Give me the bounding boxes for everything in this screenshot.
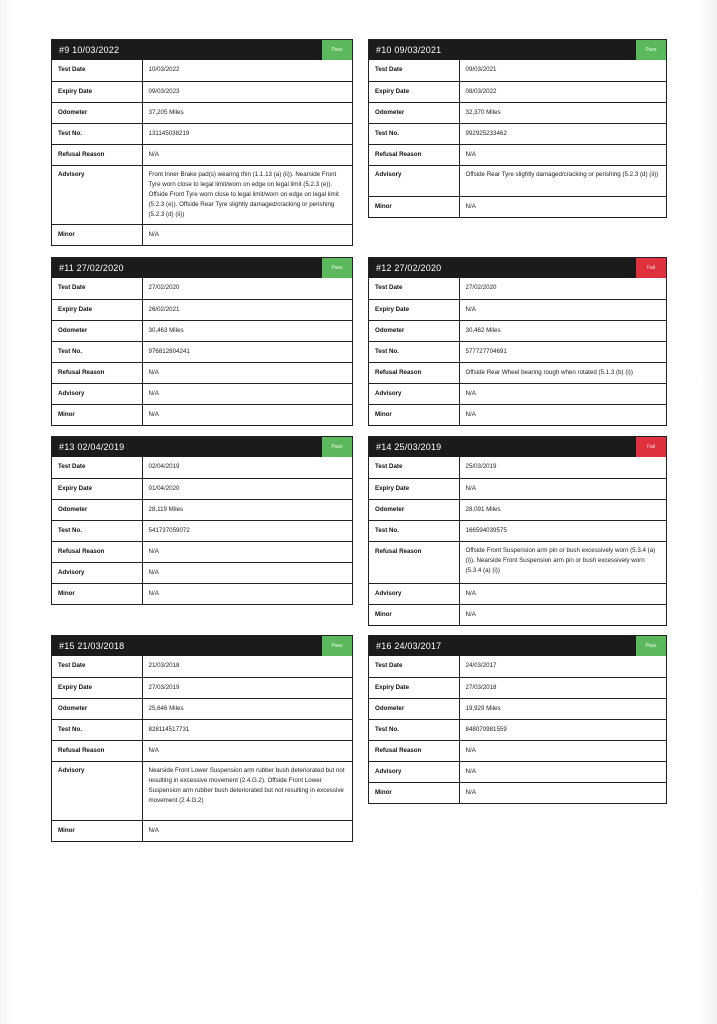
- card-header: [52, 636, 352, 656]
- card-title: #14 25/03/2019: [376, 442, 442, 452]
- table-row: [369, 404, 666, 425]
- table-row: [52, 341, 352, 362]
- table-row: [52, 320, 352, 341]
- field-label: Refusal Reason: [52, 362, 142, 383]
- mot-test-card: [368, 635, 667, 804]
- result-badge: Pass: [322, 40, 352, 60]
- result-badge: Fail: [636, 258, 666, 278]
- mot-test-card: [51, 39, 353, 246]
- card-title: #12 27/02/2020: [376, 263, 442, 273]
- field-value: 27/02/2020: [465, 284, 497, 292]
- field-value: N/A: [142, 383, 352, 404]
- test-details-table: [369, 278, 666, 425]
- field-label: Odometer: [369, 698, 459, 719]
- field-label: Advisory: [52, 383, 142, 404]
- field-value: 09/03/2021: [465, 66, 497, 74]
- table-row: [369, 520, 666, 541]
- card-header: [52, 40, 352, 60]
- table-row: [52, 656, 352, 677]
- field-label: Refusal Reason: [52, 541, 142, 562]
- field-value: N/A: [142, 404, 352, 425]
- field-value: 992925233462: [459, 123, 666, 144]
- field-value: N/A: [459, 383, 666, 404]
- field-label: Odometer: [369, 320, 459, 341]
- field-label: Test Date: [369, 457, 459, 478]
- field-value: 28,091 Miles: [459, 499, 666, 520]
- field-value: Offside Front Suspension arm pin or bush excessively worn (5.3.4 (a) (i)). Nearside Front Suspension arm pin or bush excessively worn (5.3.4 (a) (i)): [459, 541, 666, 583]
- mot-test-card: [51, 257, 353, 426]
- table-row: [52, 81, 352, 102]
- card-title: #15 21/03/2018: [59, 641, 125, 651]
- test-details-table: [52, 278, 352, 425]
- field-value: 131145038219: [142, 123, 352, 144]
- field-label: Minor: [52, 583, 142, 604]
- table-row: [52, 123, 352, 144]
- field-value: 30,463 Miles: [142, 320, 352, 341]
- table-row: [369, 583, 666, 604]
- field-value: N/A: [142, 224, 352, 245]
- field-value: N/A: [459, 740, 666, 761]
- field-value: Front Inner Brake pad(s) wearing thin (1.1.13 (a) (ii)). Nearside Front Tyre worn close to legal limit/worn on edge on legal limit (5.2.3 (e)). Offside Front Tyre worn close to legal limit/worn on edge on legal limit (5.2.3 (e)). Offside Rear Tyre slightly damaged/cracking or perishing (5.2.3 (d) (ii)): [142, 165, 352, 224]
- table-row: [369, 677, 666, 698]
- test-details-table: [52, 60, 352, 245]
- field-label: Test No.: [369, 123, 459, 144]
- field-value: 01/04/2020: [142, 478, 352, 499]
- table-row: [369, 341, 666, 362]
- field-label: Odometer: [369, 102, 459, 123]
- field-value: N/A: [459, 761, 666, 782]
- field-value: 27/03/2018: [459, 677, 666, 698]
- table-row: [52, 299, 352, 320]
- field-value: 577727704691: [459, 341, 666, 362]
- test-details-table: [52, 457, 352, 604]
- table-row: [52, 499, 352, 520]
- table-row: [52, 562, 352, 583]
- field-label: Minor: [52, 224, 142, 245]
- table-row: [369, 144, 666, 165]
- field-value: 27/02/2020: [148, 284, 180, 292]
- table-row: [52, 478, 352, 499]
- table-row: [369, 782, 666, 803]
- table-row: [369, 457, 666, 478]
- field-label: Expiry Date: [52, 299, 142, 320]
- table-row: [369, 278, 666, 299]
- field-label: Advisory: [369, 761, 459, 782]
- table-row: [369, 761, 666, 782]
- field-label: Odometer: [52, 102, 142, 123]
- table-row: [369, 478, 666, 499]
- field-value: 37,205 Miles: [142, 102, 352, 123]
- field-value: N/A: [142, 144, 352, 165]
- field-label: Test Date: [369, 278, 459, 299]
- field-label: Test No.: [369, 520, 459, 541]
- field-label: Minor: [52, 404, 142, 425]
- field-value: 09/03/2023: [142, 81, 352, 102]
- card-title: #10 09/03/2021: [376, 45, 442, 55]
- table-row: [369, 123, 666, 144]
- table-row: [369, 81, 666, 102]
- field-value: N/A: [142, 562, 352, 583]
- table-row: [52, 144, 352, 165]
- table-row: [52, 362, 352, 383]
- mot-test-card: [368, 436, 667, 626]
- field-label: Minor: [369, 404, 459, 425]
- test-details-table: [369, 656, 666, 803]
- field-label: Test Date: [52, 656, 142, 677]
- table-row: [369, 656, 666, 677]
- field-value: N/A: [142, 541, 352, 562]
- test-details-table: [52, 656, 352, 841]
- table-row: [52, 677, 352, 698]
- field-label: Advisory: [369, 383, 459, 404]
- field-value: Nearside Front Lower Suspension arm rubber bush deteriorated but not resulting in excessive movement (2.4.G.2). Offside Front Lower Suspension arm rubber bush deteriorated but not resulting in excessive movement (2.4.G.2): [142, 761, 352, 820]
- field-label: Test Date: [52, 278, 142, 299]
- table-row: [369, 541, 666, 583]
- field-label: Refusal Reason: [52, 144, 142, 165]
- field-label: Test No.: [369, 719, 459, 740]
- table-row: [52, 278, 352, 299]
- field-label: Minor: [52, 820, 142, 841]
- table-row: [52, 457, 352, 478]
- field-label: Expiry Date: [52, 677, 142, 698]
- field-label: Test No.: [52, 341, 142, 362]
- field-label: Refusal Reason: [52, 740, 142, 761]
- field-value: N/A: [142, 583, 352, 604]
- field-label: Expiry Date: [52, 478, 142, 499]
- table-row: [369, 362, 666, 383]
- field-value: 26/02/2021: [142, 299, 352, 320]
- table-row: [369, 383, 666, 404]
- field-label: Odometer: [52, 698, 142, 719]
- field-label: Expiry Date: [369, 81, 459, 102]
- table-row: [52, 820, 352, 841]
- field-label: Advisory: [52, 165, 142, 224]
- mot-test-card: [51, 635, 353, 842]
- field-label: Test Date: [52, 60, 142, 81]
- table-row: [52, 60, 352, 81]
- field-label: Test Date: [369, 60, 459, 81]
- field-value: 10/03/2022: [148, 66, 180, 74]
- field-label: Test No.: [52, 719, 142, 740]
- field-value: 30,462 Miles: [459, 320, 666, 341]
- card-title: #11 27/02/2020: [59, 263, 124, 273]
- field-value: N/A: [459, 144, 666, 165]
- result-badge: Pass: [636, 636, 666, 656]
- field-label: Expiry Date: [52, 81, 142, 102]
- field-value: Offside Rear Tyre slightly damaged/cracking or perishing (5.2.3 (d) (ii)): [459, 165, 666, 196]
- table-row: [369, 299, 666, 320]
- field-label: Odometer: [52, 499, 142, 520]
- table-row: [369, 698, 666, 719]
- field-value: 541737059072: [142, 520, 352, 541]
- field-value: N/A: [459, 478, 666, 499]
- field-label: Expiry Date: [369, 299, 459, 320]
- card-title: #9 10/03/2022: [59, 45, 120, 55]
- table-row: [369, 165, 666, 196]
- field-value: N/A: [142, 740, 352, 761]
- table-row: [52, 383, 352, 404]
- field-label: Advisory: [52, 761, 142, 820]
- field-value: N/A: [142, 820, 352, 841]
- card-header: [369, 437, 666, 457]
- card-header: [52, 437, 352, 457]
- table-row: [52, 541, 352, 562]
- table-row: [52, 698, 352, 719]
- field-label: Refusal Reason: [369, 541, 459, 583]
- table-row: [369, 719, 666, 740]
- mot-test-card: [368, 257, 667, 426]
- field-label: Refusal Reason: [369, 740, 459, 761]
- field-value: 25/03/2019: [465, 463, 497, 471]
- field-label: Refusal Reason: [369, 144, 459, 165]
- field-value: 25,646 Miles: [142, 698, 352, 719]
- field-label: Advisory: [52, 562, 142, 583]
- field-value: N/A: [459, 583, 666, 604]
- table-row: [369, 604, 666, 625]
- card-header: [369, 636, 666, 656]
- result-badge: Pass: [322, 437, 352, 457]
- card-header: [369, 258, 666, 278]
- field-value: N/A: [459, 604, 666, 625]
- field-label: Test No.: [369, 341, 459, 362]
- field-label: Advisory: [369, 583, 459, 604]
- test-details-table: [369, 60, 666, 217]
- field-label: Odometer: [369, 499, 459, 520]
- field-value: 24/03/2017: [465, 662, 497, 670]
- result-badge: Fail: [636, 437, 666, 457]
- table-row: [369, 499, 666, 520]
- field-label: Test No.: [52, 520, 142, 541]
- field-label: Refusal Reason: [369, 362, 459, 383]
- table-row: [369, 740, 666, 761]
- field-value: 27/03/2019: [142, 677, 352, 698]
- result-badge: Pass: [636, 40, 666, 60]
- field-value: N/A: [459, 196, 666, 217]
- result-badge: Pass: [322, 636, 352, 656]
- table-row: [52, 102, 352, 123]
- field-label: Minor: [369, 782, 459, 803]
- table-row: [52, 583, 352, 604]
- field-value: 08/03/2022: [459, 81, 666, 102]
- table-row: [52, 761, 352, 820]
- field-value: 19,929 Miles: [459, 698, 666, 719]
- field-label: Advisory: [369, 165, 459, 196]
- field-value: 976812804241: [142, 341, 352, 362]
- field-label: Test Date: [369, 656, 459, 677]
- field-value: 21/03/2018: [148, 662, 180, 670]
- card-title: #13 02/04/2019: [59, 442, 125, 452]
- field-value: 828114517731: [142, 719, 352, 740]
- field-value: Offside Rear Wheel bearing rough when rotated (5.1.3 (b) (i)): [459, 362, 666, 383]
- table-row: [52, 740, 352, 761]
- field-value: 28,119 Miles: [142, 499, 352, 520]
- card-header: [52, 258, 352, 278]
- field-value: N/A: [459, 404, 666, 425]
- field-value: 848070981559: [459, 719, 666, 740]
- card-header: [369, 40, 666, 60]
- field-label: Expiry Date: [369, 478, 459, 499]
- table-row: [369, 102, 666, 123]
- field-label: Expiry Date: [369, 677, 459, 698]
- field-value: 166594039575: [459, 520, 666, 541]
- field-label: Minor: [369, 196, 459, 217]
- field-value: N/A: [459, 299, 666, 320]
- table-row: [52, 404, 352, 425]
- field-value: N/A: [142, 362, 352, 383]
- table-row: [52, 224, 352, 245]
- result-badge: Pass: [322, 258, 352, 278]
- table-row: [369, 196, 666, 217]
- field-value: N/A: [459, 782, 666, 803]
- field-label: Test No.: [52, 123, 142, 144]
- mot-test-card: [51, 436, 353, 605]
- table-row: [52, 165, 352, 224]
- table-row: [52, 719, 352, 740]
- card-title: #16 24/03/2017: [376, 641, 442, 651]
- field-label: Minor: [369, 604, 459, 625]
- table-row: [52, 520, 352, 541]
- field-value: 02/04/2019: [148, 463, 180, 471]
- table-row: [369, 320, 666, 341]
- table-row: [369, 60, 666, 81]
- mot-test-card: [368, 39, 667, 218]
- field-label: Odometer: [52, 320, 142, 341]
- test-details-table: [369, 457, 666, 625]
- field-value: 32,370 Miles: [459, 102, 666, 123]
- field-label: Test Date: [52, 457, 142, 478]
